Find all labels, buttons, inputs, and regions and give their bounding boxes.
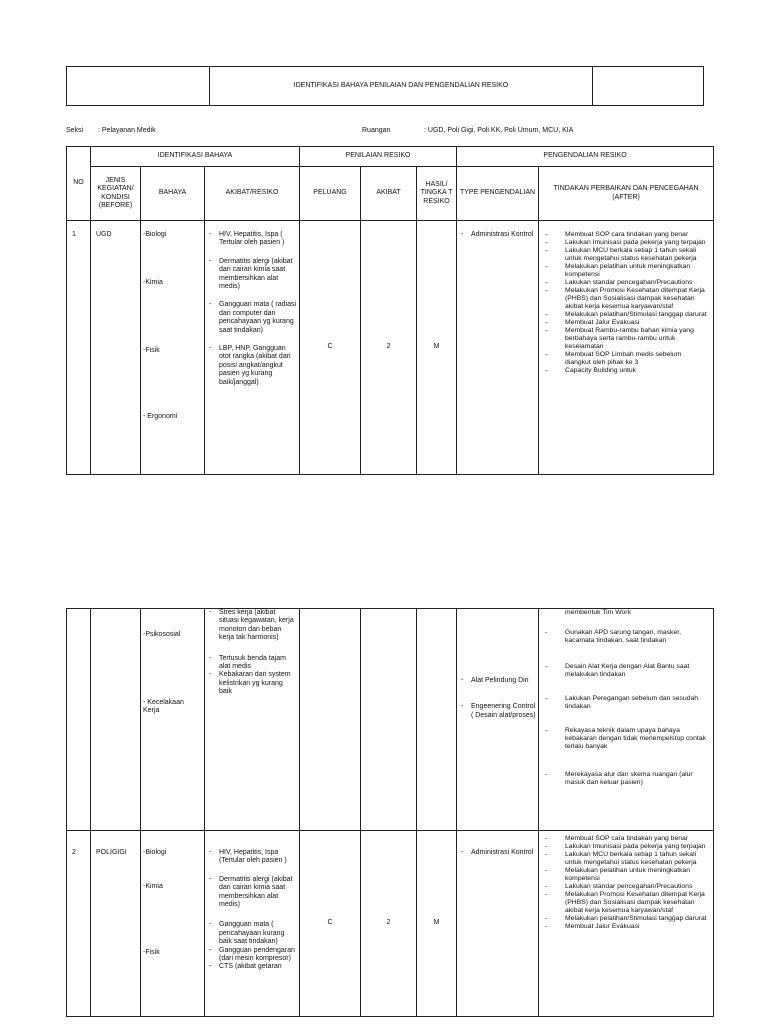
akibat-item: - HIV, Hepatitis, Ispa (Tertular oleh pasien ) (209, 849, 297, 866)
type-item: - Administrasi Kontrol (461, 849, 536, 857)
tindakan-item: - Lakukan Peregangan sebelum dan sesudah tindakan (541, 695, 707, 711)
col-peluang: PELUANG (300, 167, 361, 221)
bahaya-item: -Biologi (143, 231, 167, 238)
tindakan-item: - Membuat Rambu-rambu bahan kimia yang berbahaya serta rambu-rambu untuk keselamatan (541, 327, 707, 351)
col-hasil: HASIL/ TINGKA T RESIKO (417, 167, 457, 221)
bahaya-item: - Ergonomi (143, 413, 178, 420)
tindakan-item: - Lakukan MCU berkala setiap 1 tahun sekali untuk mengetahui status kesehatan pekerja (541, 851, 707, 867)
col-akibat-resiko: AKIBAT/RESIKO (205, 167, 300, 221)
akibat-item: - CTS (akibat getaran (209, 963, 297, 971)
row-type (457, 221, 539, 475)
tindakan-item: - Gunakan APD sarung tangan, masker, kacamata tindakan, saat tindakan (541, 629, 707, 645)
risk-table-page-2 (66, 608, 714, 1017)
row-hasil (417, 609, 457, 831)
tindakan-item: - Lakukan Imunisasi pada pekerja yang terpajan (541, 239, 707, 247)
row-peluang (300, 609, 361, 831)
tindakan-item: - Melakukan pelatihan untuk meningkatkan kompetensi (541, 263, 707, 279)
tindakan-item: - Membuat SOP cara tindakan yang benar (541, 231, 707, 239)
row-no: 2 (67, 831, 91, 1017)
akibat-item: - Dermatitis alergi (akibat dari cairan kimia saat membersihkan alat medis) (209, 876, 297, 910)
ruangan-label: Ruangan (362, 127, 391, 134)
risk-table-page-1 (66, 146, 714, 475)
tindakan-item: - Membuat Jalur Evakuasi (541, 923, 707, 931)
row-bahaya (141, 609, 205, 831)
tindakan-item: - Capacity Building untuk (541, 367, 707, 375)
row-tindakan (539, 221, 714, 475)
table-row (67, 831, 714, 1017)
col-bahaya: BAHAYA (141, 167, 205, 221)
row-jenis: POLIGIGI (91, 831, 141, 1017)
type-item: - Engeenering Control ( Desain alat/proses) (461, 703, 536, 720)
row-akibat (205, 609, 300, 831)
tindakan-item: - Lakukan Imunisasi pada pekerja yang terpajan (541, 843, 707, 851)
col-group-pengendalian: PENGENDALIAN RESIKO (457, 147, 714, 167)
col-no: NO (67, 147, 91, 221)
tindakan-item: - Desain Alat Kerja dengan Alat Bantu saat melakukan tindakan (541, 663, 707, 679)
title-table (66, 66, 704, 106)
col-akibat: AKIBAT (361, 167, 417, 221)
akibat-item: - LBP, HNP, Gangguan otot rangka (akibat dari posisi angkat/angkut pasien yg kurang baik/janggal) (209, 345, 297, 387)
seksi-label: Seksi (66, 127, 84, 134)
bahaya-item: -Kimia (143, 883, 163, 890)
tindakan-item: - Melakukan pelatihan untuk meningkatkan kompetensi (541, 867, 707, 883)
bahaya-item: -Fisik (143, 347, 160, 354)
row-type (457, 831, 539, 1017)
akibat-item: - Dermatitis alergi (akibat dari cairan kimia saat membersihkan alat medis) (209, 258, 297, 292)
title-left-cell (67, 67, 210, 106)
akibat-item: - HIV, Hepatitis, Ispa ( Tertular oleh pasien ) (209, 231, 297, 248)
tindakan-item: - Lakukan standar pencegahan/Precautions (541, 883, 707, 891)
seksi-value: : Pelayanan Medik (98, 127, 156, 134)
title-right-cell (593, 67, 704, 106)
col-group-identifikasi: IDENTIFIKASI BAHAYA (91, 147, 300, 167)
row-akibat-val: 2 (361, 221, 417, 475)
row-tindakan (539, 609, 714, 831)
tindakan-continuation: membentuk Tim Work (565, 609, 631, 616)
row-akibat (205, 221, 300, 475)
row-jenis (91, 609, 141, 831)
col-jenis: JENIS KEGIATAN/ KONDISI (BEFORE) (91, 167, 141, 221)
akibat-item: - Gangguan mata ( radiasi dari computer dan pencahayaan yg kurang saat tindakan) (209, 301, 297, 335)
col-type: TYPE PENGENDALIAN (457, 167, 539, 221)
document-title: IDENTIFIKASI BAHAYA PENILAIAN DAN PENGENDALIAN RESIKO (210, 67, 593, 106)
bahaya-item: -Psikososial (143, 631, 181, 638)
type-item: - Alat Pelindung Diri (461, 677, 536, 685)
tindakan-item: - Membuat Jalur Evakuasi (541, 319, 707, 327)
tindakan-item: - Melakukan Promosi Kesehatan ditempat Kerja (PHBS) dan Sosialisasi dampak kesehatan akibat kerja kesemua karyawan/staf (541, 287, 707, 311)
row-bahaya (141, 221, 205, 475)
tindakan-item: - Melakukan Promosi Kesehatan ditempat Kerja (PHBS) dan Sosialisasi dampak kesehatan akibat kerja kesemua karyawan/staf (541, 891, 707, 915)
tindakan-item: - Merekayasa alur dan skema ruangan (alur masuk dan keluar pasien) (541, 771, 707, 787)
row-hasil: M (417, 831, 457, 1017)
table-row (67, 609, 714, 831)
row-akibat (205, 831, 300, 1017)
type-item: - Administrasi Kontrol (461, 231, 536, 239)
akibat-item: - Gangguan mata ( pencahayaan kurang baik saat tindakan) (209, 921, 297, 946)
bahaya-item: -Fisik (143, 949, 160, 956)
col-group-penilaian: PENILAIAN RESIKO (300, 147, 457, 167)
row-jenis: UGD (91, 221, 141, 475)
row-peluang: C (300, 221, 361, 475)
table-row (67, 221, 714, 475)
row-akibat-val: 2 (361, 831, 417, 1017)
bahaya-item: -Biologi (143, 849, 167, 856)
tindakan-item: - Membuat SOP cara tindakan yang benar (541, 835, 707, 843)
row-hasil: M (417, 221, 457, 475)
row-peluang: C (300, 831, 361, 1017)
col-tindakan: TINDAKAN PERBAIKAN DAN PENCEGAHAN (AFTER) (539, 167, 714, 221)
bahaya-item: -Kimia (143, 279, 163, 286)
row-bahaya (141, 831, 205, 1017)
akibat-item: - Tertusuk benda tajam alat medis (209, 655, 297, 672)
tindakan-item: - Melakukan pelatihan/Stimulasi tanggap darurat (541, 311, 707, 319)
row-no: 1 (67, 221, 91, 475)
tindakan-item: - Lakukan standar pencegahan/Precautions (541, 279, 707, 287)
ruangan-value: : UGD, Poli Gigi, Poli KK, Poli Umum, MCU, KIA (424, 127, 574, 134)
akibat-item: - Kebakaran dari system kelistrikan yg kurang baik (209, 671, 297, 696)
row-akibat-val (361, 609, 417, 831)
row-no (67, 609, 91, 831)
row-type (457, 609, 539, 831)
tindakan-item: - Melakukan pelatihan/Stimulasi tanggap darurat (541, 915, 707, 923)
bahaya-item: - Kecelakaan Kerja (143, 699, 184, 715)
akibat-item: - Stres kerja (akibat situasi kegawatan, kerja monoton dan beban kerja tak harmonis) (209, 609, 297, 643)
tindakan-item: - Rekayasa teknik dalam upaya bahaya kebakaran dengan tidak menempelstop contak terlalu banyak (541, 727, 707, 751)
akibat-item: - Gangguan pendengaran (dari mesin kompresor) (209, 947, 297, 964)
tindakan-item: - Lakukan MCU berkala setiap 1 tahun sekali untuk mengetahui status kesehatan pekerja (541, 247, 707, 263)
tindakan-item: - Membuat SOP Limbah medis sebelum diangkut oleh pihak ke 3 (541, 351, 707, 367)
row-tindakan (539, 831, 714, 1017)
